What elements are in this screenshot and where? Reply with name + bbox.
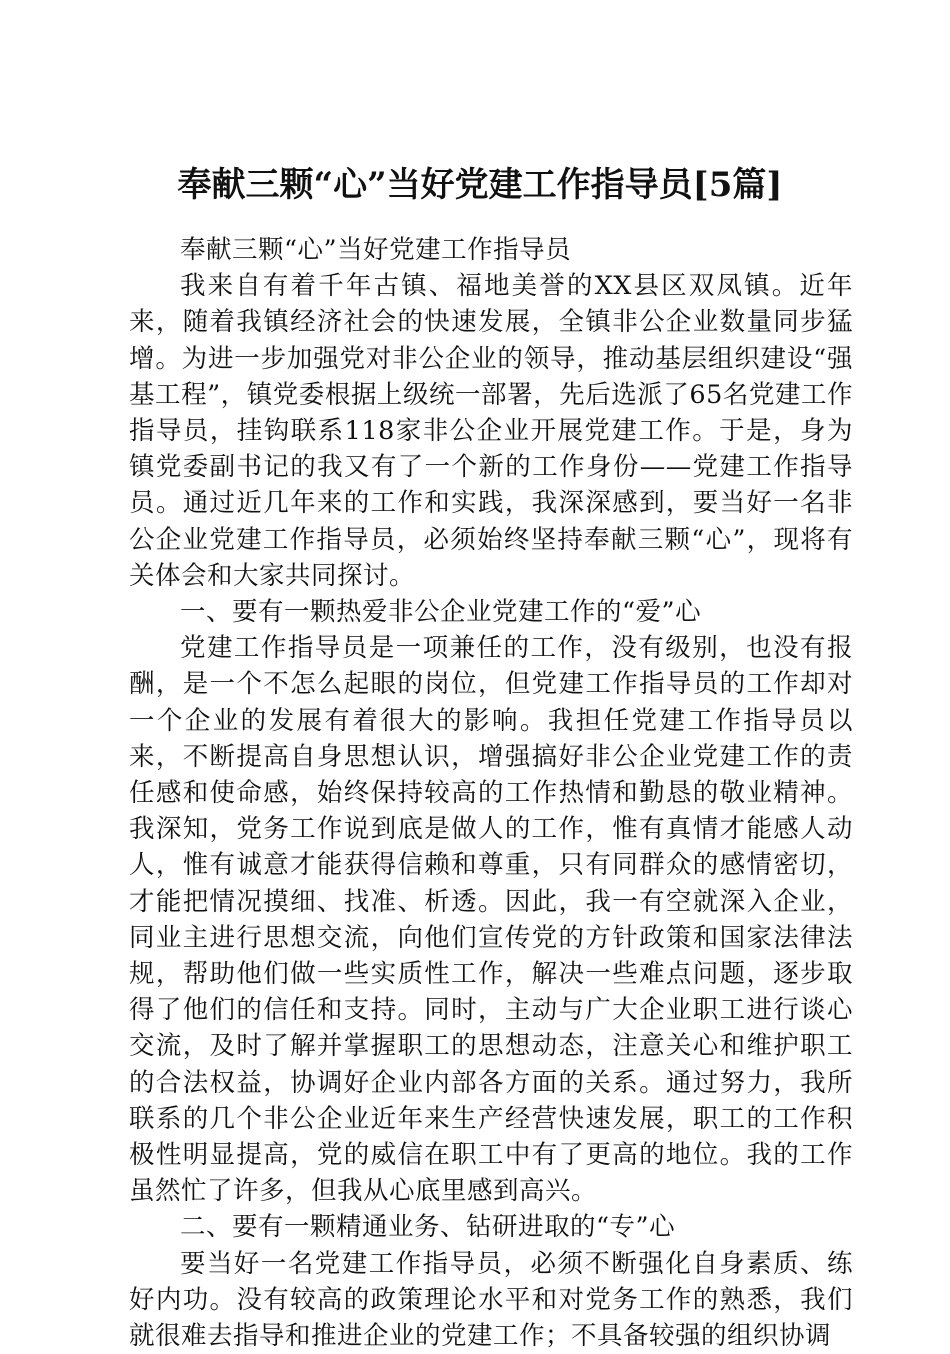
body-paragraph: 要当好一名党建工作指导员，必须不断强化自身素质、练好内功。没有较高的政策理论水平和对党务工作的熟悉，我们就很难去指导和推进企业的党建工作；不具备较强的组织协调: [129, 1248, 853, 1352]
body-paragraph: 党建工作指导员是一项兼任的工作，没有级别，也没有报酬，是一个不怎么起眼的岗位，但党建工作指导员的工作却对一个企业的发展有着很大的影响。我担任党建工作指导员以来，不断提高自身思想认识，增强搞好非公企业党建工作的责任感和使命感，始终保持较高的工作热情和勤恳的敬业精神。我深知，党务工作说到底是做人的工作，惟有真情才能感人动人，惟有诚意才能获得信赖和尊重，只有同群众的感情密切，才能把情况摸细、找准、析透。因此，我一有空就深入企业，同业主进行思想交流，向他们宣传党的方针政策和国家法律法规，帮助他们做一些实质性工作，解决一些难点问题，逐步取得了他们的信任和支持。同时，主动与广大企业职工进行谈心交流，及时了解并掌握职工的思想动态，注意关心和维护职工的合法权益，协调好企业内部各方面的关系。通过努力，我所联系的几个非公企业近年来生产经营快速发展，职工的工作积极性明显提高，党的威信在职工中有了更高的地位。我的工作虽然忙了许多，但我从心底里感到高兴。: [129, 633, 853, 1207]
body-paragraph: 我来自有着千年古镇、福地美誉的XX县区双凤镇。近年来，随着我镇经济社会的快速发展，全镇非公企业数量同步猛增。为进一步加强党对非公企业的领导，推动基层组织建设“强基工程”，镇党委根据上级统一部署，先后选派了65名党建工作指导员，挂钩联系118家非公企业开展党建工作。于是，身为镇党委副书记的我又有了一个新的工作身份——党建工作指导员。通过近几年来的工作和实践，我深深感到，要当好一名非公企业党建工作指导员，必须始终坚持奉献三颗“心”，现将有关体会和大家共同探讨。: [129, 271, 853, 591]
section-subtitle: 奉献三颗“心”当好党建工作指导员: [180, 235, 572, 265]
document-body: [129, 232, 853, 1354]
document-title: 奉献三颗“心”当好党建工作指导员[5篇]: [177, 165, 783, 205]
section-heading: 二、要有一颗精通业务、钻研进取的“专”心: [180, 1212, 676, 1243]
section-heading: 一、要有一颗热爱非公企业党建工作的“爱”心: [180, 597, 702, 628]
